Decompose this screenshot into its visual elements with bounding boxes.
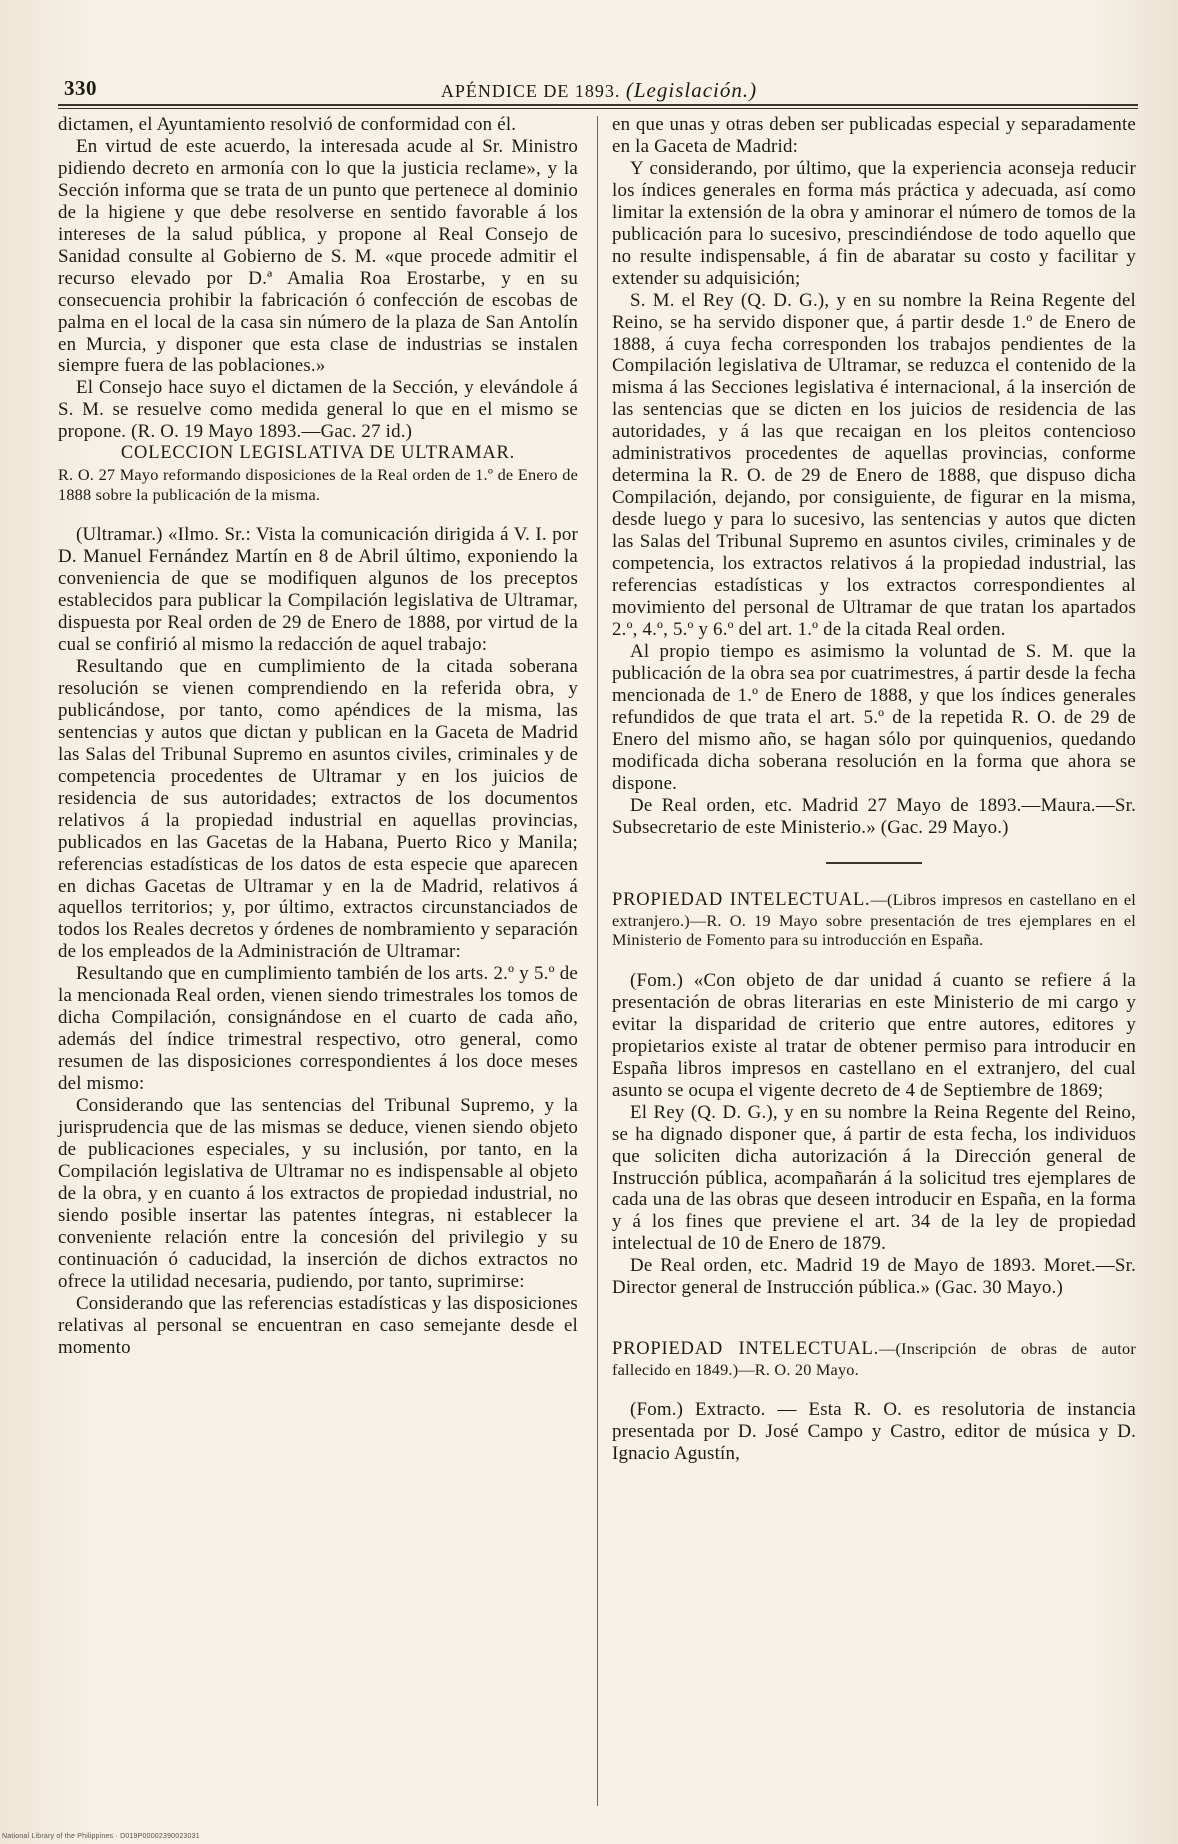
paragraph: Y considerando, por último, que la experiencia aconseja reducir los índices generales en forma más práctica y adecuada, así como limitar la extensión de la obra y aminorar el número de tomos de la publicación para lo sucesivo, prescindiéndose de todo aquello que no resulte indispensable, á fin de abaratar su costo y facilitar y extender su adquisición; — [612, 157, 1136, 289]
paragraph: en que unas y otras deben ser publicadas especial y separadamente en la Gaceta de Madrid: — [612, 114, 1136, 157]
scan-footer: National Library of the Philippines · D019P00002390023031 — [2, 1833, 200, 1840]
paragraph: Resultando que en cumplimiento de la citada soberana resolución se vienen comprendiendo en la referida obra, y publicándose, por tanto, como apéndices de la misma, las sentencias y autos que dictan y publican en la Gaceta de Madrid las Salas del Tribunal Supremo en asuntos civiles, criminales y de competencia procedentes de Ultramar y en los juicios de residencia de sus autoridades; extractos de los documentos relativos á la propiedad industrial en aquellas provincias, publicados en las Gacetas de la Habana, Puerto Rico y Manila; referencias estadísticas de los datos de esta especie que aparecen en dichas Gacetas de Ultramar y en la de Madrid, relativos á aquellos territorios; y, por último, extractos circunstanciados de todos los Reales decretos y órdenes de nombramiento y separación de los empleados de la Administración de Ultramar: — [58, 655, 578, 963]
left-column — [58, 114, 578, 1358]
paragraph: dictamen, el Ayuntamiento resolvió de conformidad con él. — [58, 114, 517, 135]
paragraph: Al propio tiempo es asimismo la voluntad de S. M. que la publicación de la obra sea por cuatrimestres, á partir desde la fecha mencionada de 1.º de Enero de 1888, y que los índices generales refundidos de que trata el art. 5.º de la repetida R. O. de 29 de Enero del mismo año, se hagan sólo por quinquenios, quedando modificada dicha soberana resolución en la forma que ahora se dispone. — [612, 640, 1136, 794]
running-title — [64, 78, 1134, 103]
section-heading — [612, 890, 1136, 950]
paragraph: (Fom.) Extracto. — Esta R. O. es resolutoria de instancia presentada por D. José Campo y Castro, editor de música y D. Ignacio Agustín, — [612, 1399, 1136, 1465]
section-title: PROPIEDAD INTELECTUAL. — [612, 890, 871, 911]
page-header — [64, 72, 1134, 106]
section-title: PROPIEDAD INTELECTUAL. — [612, 1339, 880, 1360]
paragraph: Considerando que las referencias estadísticas y las disposiciones relativas al personal se encuentran en caso semejante desde el momento — [58, 1292, 578, 1358]
section-separator — [826, 862, 922, 864]
section-summary: R. O. 27 Mayo reformando disposiciones de la Real orden de 1.º de Enero de 1888 sobre la publicación de la misma. — [58, 465, 578, 504]
section-summary: —(Inscripción de obras de autor fallecido en 1849.)—R. O. 20 Mayo. — [612, 1339, 1136, 1379]
section-heading — [612, 1339, 1136, 1379]
paragraph: (Ultramar.) «Ilmo. Sr.: Vista la comunicación dirigida á V. I. por D. Manuel Fernández Martín en 8 de Abril último, exponiendo la conveniencia de que se modifiquen algunos de los preceptos establecidos para publicar la Compilación legislativa de Ultramar, dispuesta por Real orden de 29 de Enero de 1888, por virtud de la cual se confirió al mismo la redacción de aquel trabajo: — [58, 524, 578, 656]
paragraph: Resultando que en cumplimiento también de los arts. 2.º y 5.º de la mencionada Real orden, vienen siendo trimestrales los tomos de dicha Compilación, consignándose en el cuarto de cada año, además del índice trimestral respectivo, otro general, como resumen de las disposiciones correspondientes á los doce meses del mismo: — [58, 963, 578, 1095]
section-summary: —(Libros impresos en castellano en el extranjero.)—R. O. 19 Mayo sobre presentación de tres ejemplares en el Ministerio de Fomento para su introducción en España. — [612, 890, 1136, 950]
section-title: COLECCION LEGISLATIVA DE ULTRAMAR. — [120, 443, 516, 464]
header-rule-thin — [58, 108, 1138, 109]
running-title-main: APÉNDICE DE 1893. — [440, 81, 621, 101]
column-divider — [597, 116, 598, 1806]
paragraph: (Fom.) «Con objeto de dar unidad á cuanto se refiere á la presentación de obras literarias en este Ministerio de mi cargo y evitar la disparidad de criterio que entre autores, editores y propietarios existe al tratar de obtener permiso para introducir en España libros impresos en castellano en el extranjero, del cual asunto se ocupa el vigente decreto de 4 de Septiembre de 1869; — [612, 969, 1136, 1101]
paragraph: El Rey (Q. D. G.), y en su nombre la Reina Regente del Reino, se ha dignado disponer que, á partir de esta fecha, los individuos que soliciten dicha autorización á la Dirección general de Instrucción pública, acompañarán á la solicitud tres ejemplares de cada una de las obras que deseen introducir en España, en la forma y á los fines que previene el art. 34 de la ley de propiedad intelectual de 10 de Enero de 1879. — [612, 1101, 1136, 1255]
paragraph: De Real orden, etc. Madrid 19 de Mayo de 1893. Moret.—Sr. Director general de Instrucción pública.» (Gac. 30 Mayo.) — [612, 1255, 1136, 1299]
paragraph: S. M. el Rey (Q. D. G.), y en su nombre la Reina Regente del Reino, se ha servido disponer que, á partir desde 1.º de Enero de 1888, á cuya fecha corresponden los trabajos pendientes de la Compilación legislativa de Ultramar, se reduzca el contenido de la misma á las Secciones legislativa é internacional, á la inserción de las sentencias que se dicten en los juicios de residencia de las autoridades, y á las que recaigan en los pleitos contencioso administrativos procedentes de aquellas provincias, conforme determina la R. O. de 29 de Enero de 1888, que dispuso dicha Compilación, dejando, por consiguiente, de figurar en la misma, desde luego y para lo sucesivo, las sentencias y autos que dicten las Salas del Tribunal Supremo en asuntos civiles, criminales y de competencia, los extractos relativos á la propiedad industrial, las referencias estadísticas y los extractos correspondientes al movimiento del personal de Ultramar de que tratan los apartados 2.º, 4.º, 5.º y 6.º del art. 1.º de la citada Real orden. — [612, 289, 1136, 640]
right-column — [612, 114, 1136, 1465]
header-rule — [58, 104, 1138, 106]
paragraph: El Consejo hace suyo el dictamen de la Sección, y elevándole á S. M. se resuelve como medida general lo que en el mismo se propone. (R. O. 19 Mayo 1893.—Gac. 27 id.) — [58, 377, 578, 443]
paragraph: En virtud de este acuerdo, la interesada acude al Sr. Ministro pidiendo decreto en armonía con lo que la justicia reclame», y la Sección informa que se trata de un punto que pertenece al dominio de la higiene y que debe resolverse en sentido favorable á los intereses de la salud pública, y propone al Real Consejo de Sanidad consulte al Gobierno de S. M. «que procede admitir el recurso elevado por D.ª Amalia Roa Erostarbe, y en su consecuencia prohibir la fabricación ó confección de escobas de palma en el local de la casa sin número de la plaza de San Antolín en Murcia, y disponer que esta clase de industrias se instalen siempre fuera de las poblaciones.» — [58, 135, 578, 377]
page-number: 330 — [64, 76, 97, 100]
running-title-subtitle: (Legislación.) — [625, 78, 758, 102]
paragraph: Considerando que las sentencias del Tribunal Supremo, y la jurisprudencia que de las mismas se deduce, vienen siendo objeto de publicaciones especiales, y su inclusión, por tanto, en la Compilación legislativa de Ultramar no es indispensable al objeto de la obra, y en cuanto á los extractos de propiedad industrial, no siendo posible insertar las patentes íntegras, ni establecer la conveniente relación entre la concesión del privilegio y su continuación ó caducidad, la inserción de dichos extractos no ofrece la utilidad necesaria, pudiendo, por tanto, suprimirse: — [58, 1095, 578, 1292]
paragraph: De Real orden, etc. Madrid 27 Mayo de 1893.—Maura.—Sr. Subsecretario de este Ministerio.» (Gac. 29 Mayo.) — [612, 794, 1136, 838]
